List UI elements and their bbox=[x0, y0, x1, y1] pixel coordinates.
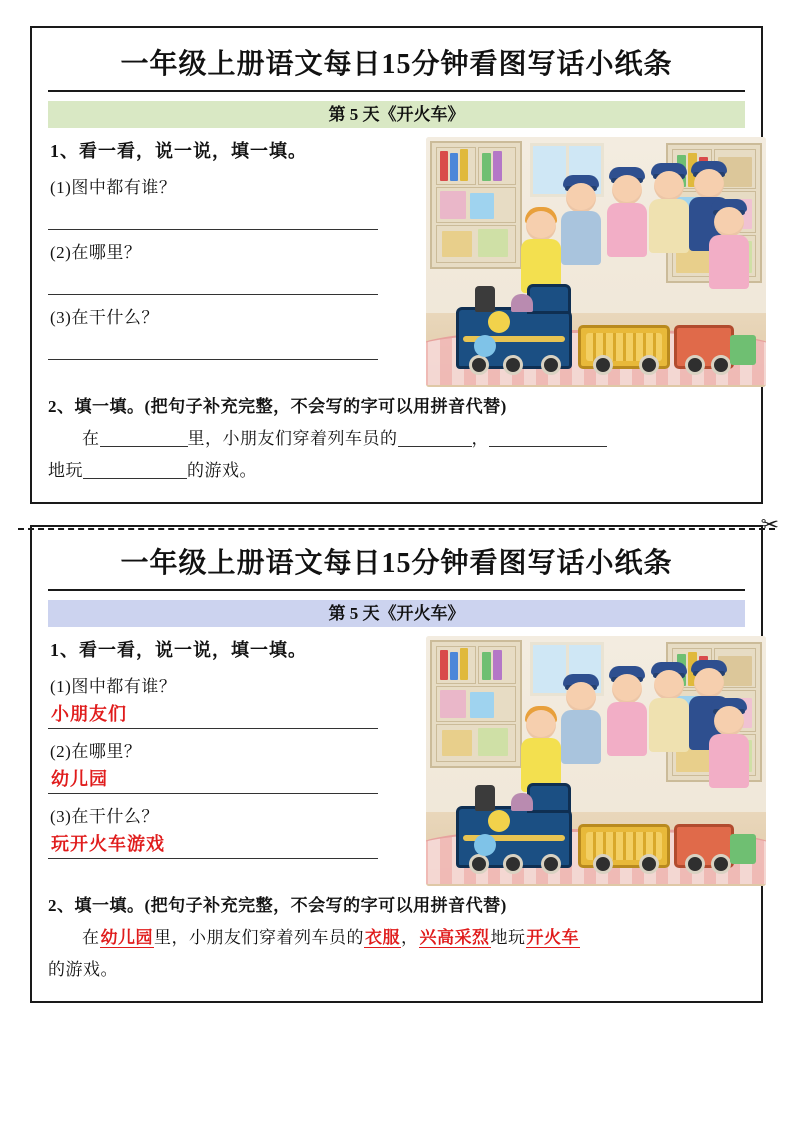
wheel bbox=[541, 355, 561, 375]
train-car bbox=[674, 325, 734, 369]
sentence-blank-2[interactable] bbox=[398, 428, 472, 447]
body bbox=[561, 710, 601, 764]
sentence-part-3: ， bbox=[471, 429, 489, 448]
head bbox=[714, 207, 744, 237]
toy-ball bbox=[474, 335, 496, 357]
wheel bbox=[503, 854, 523, 874]
question-1-1: (1)图中都有谁？ bbox=[50, 677, 177, 696]
train-car bbox=[578, 824, 670, 868]
head bbox=[694, 169, 724, 199]
question-2-heading: 2、填一填。(把句子补充完整，不会写的字可以用拼音代替) bbox=[48, 397, 507, 416]
book bbox=[493, 650, 502, 680]
page-title: 一年级上册语文每日15分钟看图写话小纸条 bbox=[48, 541, 745, 591]
answer-text-3: 玩开火车游戏 bbox=[51, 834, 165, 854]
sentence-part-5: 的游戏。 bbox=[187, 461, 257, 480]
worksheet-answer-copy bbox=[30, 525, 763, 1003]
head bbox=[526, 710, 556, 740]
head bbox=[714, 706, 744, 736]
wheel bbox=[541, 854, 561, 874]
scissors-icon: ✂ bbox=[760, 512, 779, 537]
illustration-column bbox=[420, 137, 766, 387]
questions-column bbox=[48, 137, 420, 387]
day-label-banner: 第 5 天《开火车》 bbox=[48, 600, 745, 627]
toy-box bbox=[440, 690, 466, 718]
head bbox=[612, 175, 642, 205]
toy-box bbox=[442, 231, 472, 257]
sentence-part-4: 地玩 bbox=[48, 461, 83, 480]
answer-line-2[interactable] bbox=[48, 265, 378, 295]
question-1-2: (2)在哪里？ bbox=[50, 742, 142, 761]
bookshelf-left bbox=[430, 640, 522, 768]
body bbox=[561, 211, 601, 265]
wheel bbox=[639, 355, 659, 375]
smokestack bbox=[475, 286, 495, 312]
locomotive-cab bbox=[527, 284, 571, 314]
smokestack bbox=[475, 785, 495, 811]
sentence-answer-2: 衣服 bbox=[365, 928, 400, 947]
answer-line-2[interactable] bbox=[48, 764, 378, 794]
sentence-part-1: 在 bbox=[82, 429, 100, 448]
illustration-kids-playing-train bbox=[426, 137, 766, 387]
toy-ball bbox=[488, 810, 510, 832]
toy-box bbox=[440, 191, 466, 219]
head bbox=[526, 211, 556, 241]
answer-line-3[interactable] bbox=[48, 330, 378, 360]
sentence-completed bbox=[48, 922, 745, 986]
sentence-part-5: 的游戏。 bbox=[48, 960, 118, 979]
question-1-heading: 1、看一看，说一说，填一填。 bbox=[50, 141, 307, 161]
book bbox=[440, 151, 448, 181]
wheel bbox=[685, 355, 705, 375]
wheel bbox=[503, 355, 523, 375]
body bbox=[709, 734, 749, 788]
answer-line-1[interactable] bbox=[48, 200, 378, 230]
wheel bbox=[711, 355, 731, 375]
question-2-heading: 2、填一填。(把句子补充完整，不会写的字可以用拼音代替) bbox=[48, 896, 507, 915]
book bbox=[493, 151, 502, 181]
page-title: 一年级上册语文每日15分钟看图写话小纸条 bbox=[48, 42, 745, 92]
train-car bbox=[674, 824, 734, 868]
steam-dome bbox=[511, 294, 533, 312]
toy-figure bbox=[730, 335, 756, 365]
sentence-blank-3[interactable] bbox=[489, 428, 607, 447]
wheel bbox=[469, 355, 489, 375]
head bbox=[654, 171, 684, 201]
toy-box bbox=[478, 728, 508, 756]
head bbox=[654, 670, 684, 700]
head bbox=[694, 668, 724, 698]
sentence-part-3: ， bbox=[401, 928, 419, 947]
book bbox=[460, 149, 468, 181]
wheel bbox=[593, 854, 613, 874]
fill-in-section bbox=[48, 890, 745, 986]
sentence-with-blanks bbox=[48, 423, 745, 487]
bookshelf-left bbox=[430, 141, 522, 269]
answer-text-2: 幼儿园 bbox=[51, 769, 108, 789]
sentence-part-1: 在 bbox=[82, 928, 100, 947]
train-car bbox=[578, 325, 670, 369]
head bbox=[566, 682, 596, 712]
sentence-answer-1: 幼儿园 bbox=[100, 928, 153, 947]
head bbox=[566, 183, 596, 213]
wheel bbox=[639, 854, 659, 874]
toy-box bbox=[442, 730, 472, 756]
toy-box bbox=[470, 692, 494, 718]
wheel bbox=[593, 355, 613, 375]
locomotive bbox=[456, 806, 572, 868]
toy-figure bbox=[730, 834, 756, 864]
body bbox=[649, 199, 689, 253]
fill-in-section bbox=[48, 391, 745, 487]
toy-box bbox=[478, 229, 508, 257]
worksheet-blank-copy bbox=[30, 26, 763, 504]
body bbox=[709, 235, 749, 289]
wheel bbox=[685, 854, 705, 874]
question-1-heading: 1、看一看，说一说，填一填。 bbox=[50, 640, 307, 660]
toy-box bbox=[470, 193, 494, 219]
day-label-banner: 第 5 天《开火车》 bbox=[48, 101, 745, 128]
book bbox=[460, 648, 468, 680]
wheel bbox=[711, 854, 731, 874]
book bbox=[450, 652, 458, 680]
head bbox=[612, 674, 642, 704]
question-1-1: (1)图中都有谁？ bbox=[50, 178, 177, 197]
answer-line-1[interactable] bbox=[48, 699, 378, 729]
content-row bbox=[48, 137, 745, 387]
sentence-part-4: 地玩 bbox=[490, 928, 526, 947]
body bbox=[607, 203, 647, 257]
questions-column bbox=[48, 636, 420, 886]
answer-line-3[interactable] bbox=[48, 829, 378, 859]
book bbox=[482, 652, 491, 680]
illustration-column bbox=[420, 636, 766, 886]
body bbox=[607, 702, 647, 756]
wheel bbox=[469, 854, 489, 874]
illustration-kids-playing-train bbox=[426, 636, 766, 886]
question-1-3: (3)在干什么？ bbox=[50, 807, 159, 826]
sentence-blank-4[interactable] bbox=[83, 460, 187, 479]
book bbox=[450, 153, 458, 181]
toy-ball bbox=[474, 834, 496, 856]
question-1-2: (2)在哪里？ bbox=[50, 243, 142, 262]
locomotive bbox=[456, 307, 572, 369]
body bbox=[649, 698, 689, 752]
sentence-part-2: 里，小朋友们穿着列车员的 bbox=[154, 928, 364, 947]
content-row bbox=[48, 636, 745, 886]
sentence-part-2: 里，小朋友们穿着列车员的 bbox=[187, 429, 398, 448]
book bbox=[482, 153, 491, 181]
sentence-answer-4: 开火车 bbox=[526, 928, 579, 947]
question-1-3: (3)在干什么？ bbox=[50, 308, 159, 327]
sentence-answer-3: 兴高采烈 bbox=[419, 928, 490, 947]
toy-ball bbox=[488, 311, 510, 333]
locomotive-cab bbox=[527, 783, 571, 813]
book bbox=[440, 650, 448, 680]
steam-dome bbox=[511, 793, 533, 811]
sentence-blank-1[interactable] bbox=[100, 428, 188, 447]
answer-text-1: 小朋友们 bbox=[51, 704, 127, 724]
